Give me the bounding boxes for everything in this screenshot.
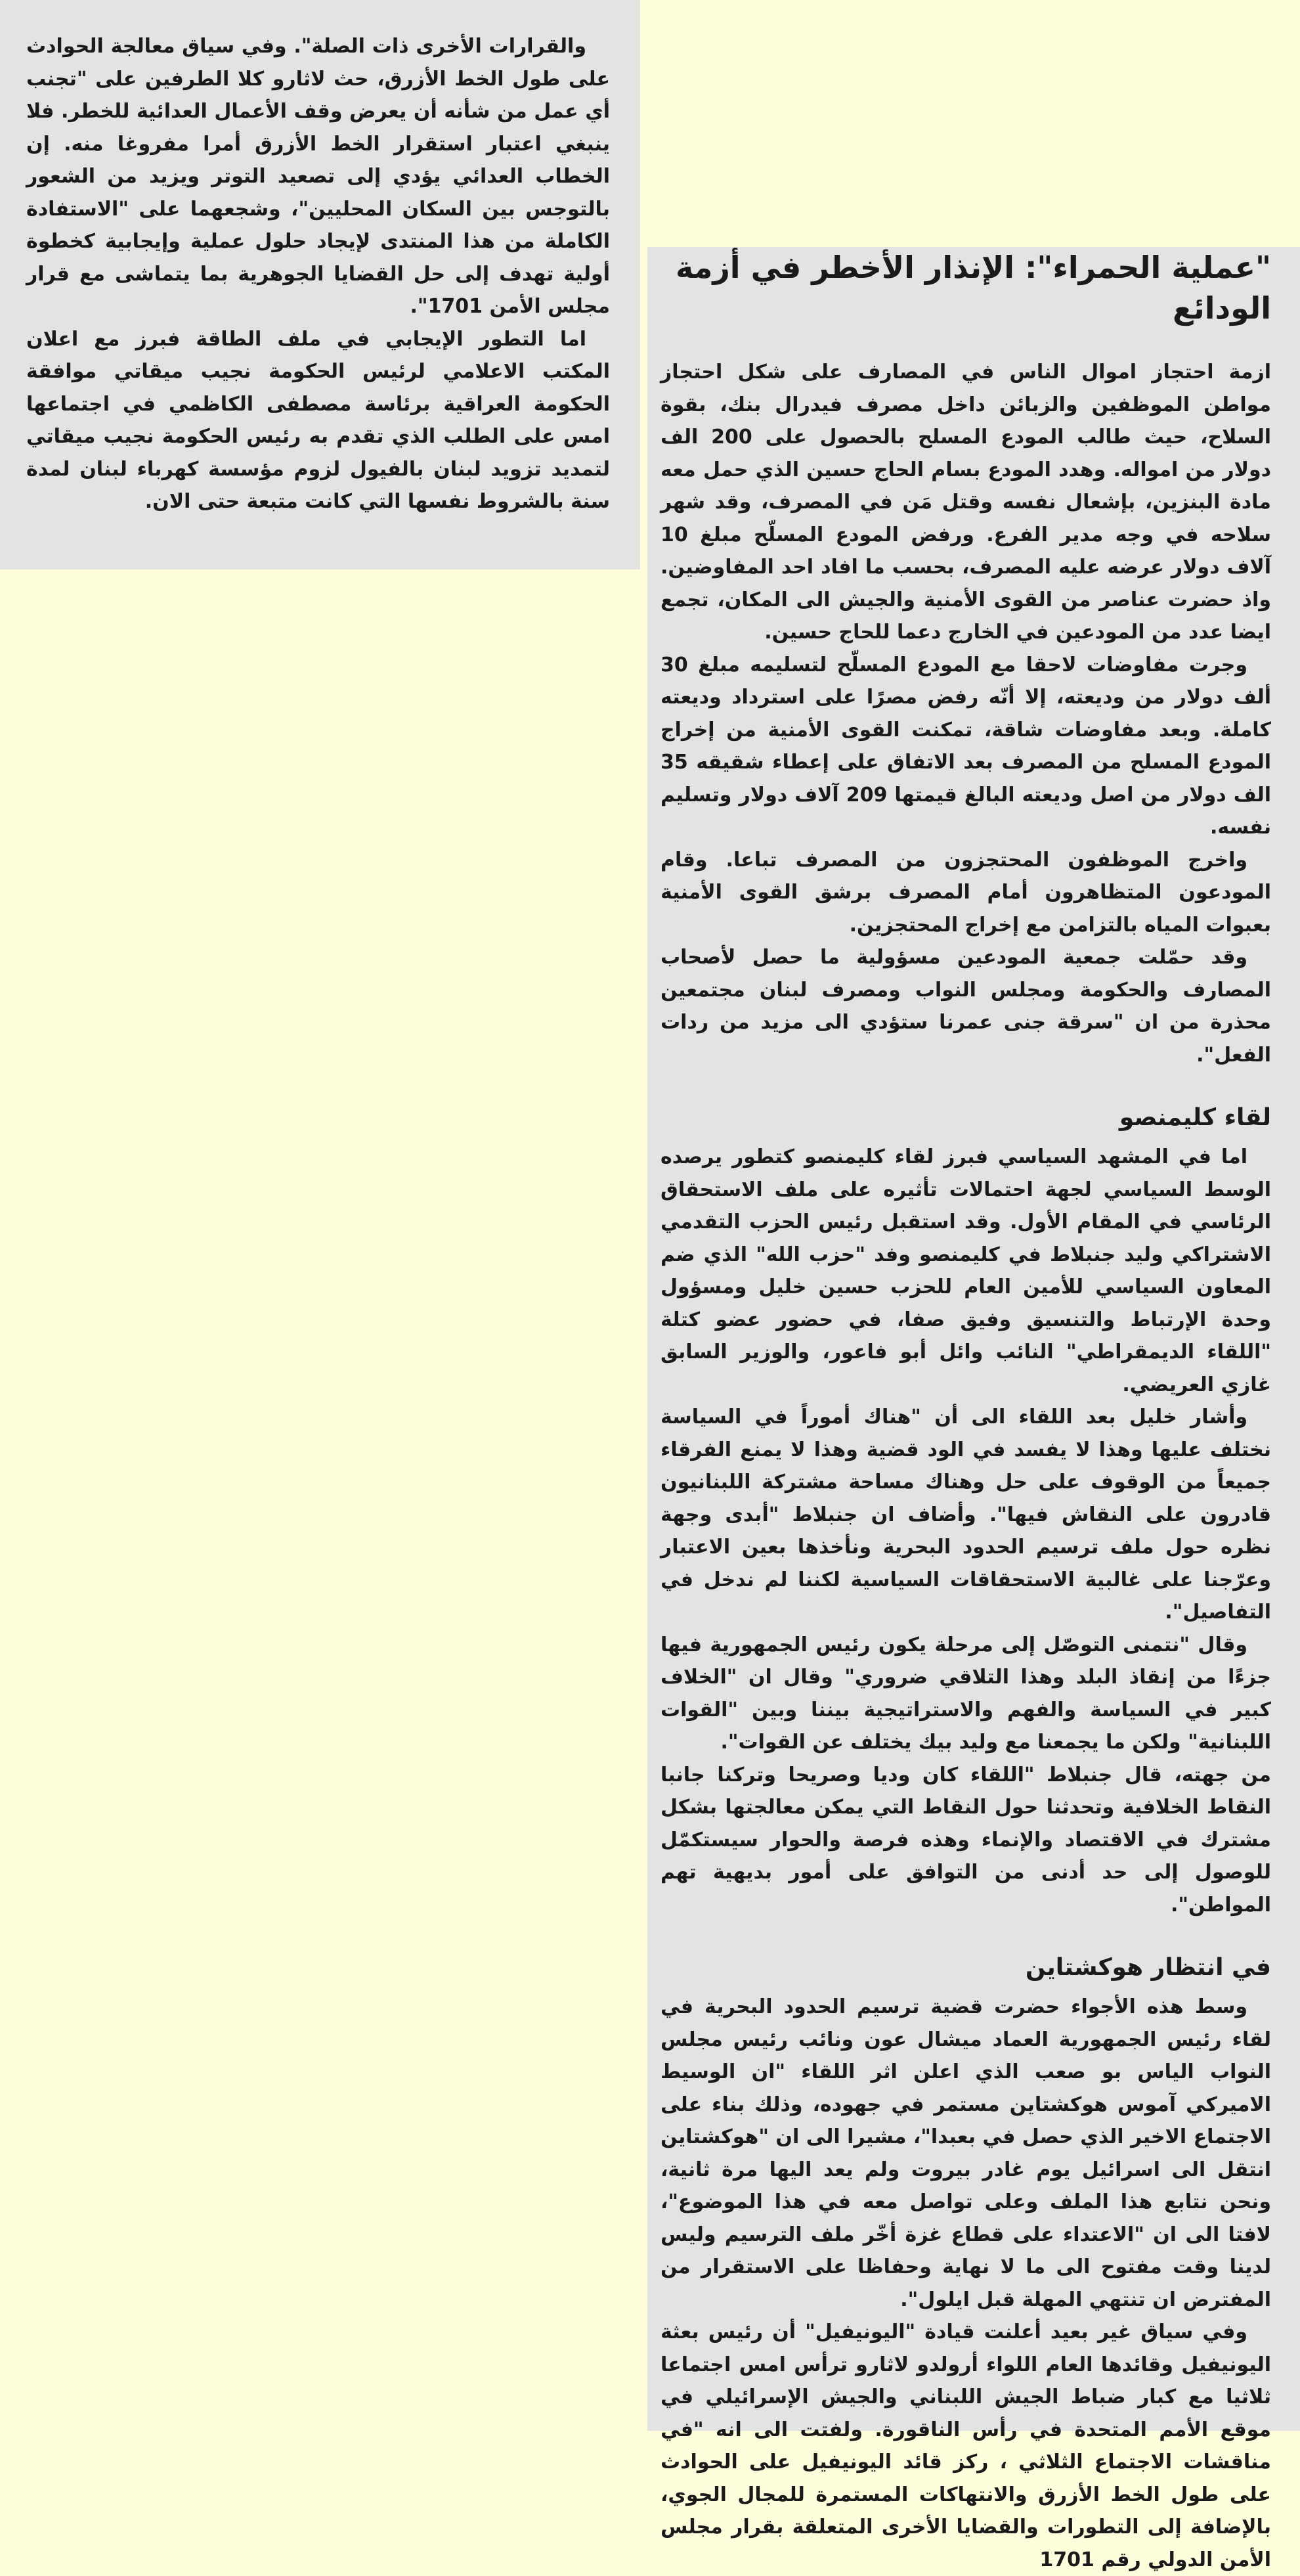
section-paragraph: من جهته، قال جنبلاط "اللقاء كان وديا وصريحا وتركنا جانبا النقاط الخلافية وتحدثنا حول النقاط التي يمكن معالجتها بشكل مشترك في الاقتصاد والإنماء وهذه فرصة والحوار سيستكمّل للوصول إلى حد أدنى من التوافق على أمور بديهية تهم المواطن".	[661, 1763, 1271, 1917]
main-article-column	[647, 247, 1300, 2571]
section-paragraph: وفي سياق غير بعيد أعلنت قيادة "اليونيفيل" أن رئيس بعثة اليونيفيل وقائدها العام اللواء أرولدو لاثارو ترأس امس اجتماعا ثلاثيا مع كبار ضباط الجيش اللبناني والجيش الإسرائيلي في موقع الأمم المتحدة في رأس الناقورة. ولفتت الى انه "في مناقشات الاجتماع الثلاثي ، ركز قائد اليونيفيل على الحوادث على طول الخط الأزرق والانتهاكات المستمرة للمجال الجوي، بالإضافة إلى التطورات والقضايا الأخرى المتعلقة بقرار مجلس الأمن الدولي رقم 1701	[661, 2321, 1271, 2571]
intro-paragraph: ازمة احتجاز اموال الناس في المصارف على شكل احتجاز مواطن الموظفين والزبائن داخل مصرف فيدرال بنك، بقوة السلاح، حيث طالب المودع المسلح بالحصول على 200 الف دولار من امواله. وهدد المودع بسام الحاج حسين الذي حمل معه مادة البنزين، بإشعال نفسه وقتل مَن في المصرف، وقد شهر سلاحه في وجه مدير الفرع. ورفض المودع المسلّح مبلغ 10 آلاف دولار عرضه عليه المصرف، بحسب ما افاد احد المفاوضين. واذ حضرت عناصر من القوى الأمنية والجيش الى المكان، تجمع ايضا عدد من المودعين في الخارج دعما للحاج حسين.	[661, 361, 1271, 644]
intro-paragraph: واخرج الموظفون المحتجزون من المصرف تباعا. وقام المودعون المتظاهرون أمام المصرف برشق القوى الأمنية بعبوات المياه بالتزامن مع إخراج المحتجزين.	[661, 848, 1271, 937]
section-paragraph: وسط هذه الأجواء حضرت قضية ترسيم الحدود البحرية في لقاء رئيس الجمهورية العماد ميشال عون ونائب رئيس مجلس النواب الياس بو صعب الذي اعلن اثر اللقاء "ان الوسيط الاميركي آموس هوكشتاين مستمر في جهوده، وذلك بناء على الاجتماع الاخير الذي حصل في بعبدا"، مشيرا الى ان "هوكشتاين انتقل الى اسرائيل يوم غادر بيروت ولم يعد اليها مرة ثانية، ونحن نتابع هذا الملف وعلى تواصل معه في هذا الموضوع"، لافتا الى ان "الاعتداء على قطاع غزة أخّر ملف الترسيم وليس لدينا وقت مفتوح الى ما لا نهاية وحفاظا على الاستقرار من المفترض ان تنتهي المهلة قبل ايلول".	[661, 1995, 1271, 2311]
continuation-column	[0, 0, 640, 569]
section-paragraph: وقال "نتمنى التوصّل إلى مرحلة يكون رئيس الجمهورية فيها جزءًا من إنقاذ البلد وهذا التلاقي ضروري" وقال ان "الخلاف كبير في السياسة والفهم والاستراتيجية بيننا وبين "القوات اللبنانية" ولكن ما يجمعنا مع وليد بيك يختلف عن القوات".	[661, 1633, 1271, 1754]
section-heading-clemenceau: لقاء كليمنصو	[1119, 1104, 1271, 1131]
intro-paragraph: وقد حمّلت جمعية المودعين مسؤولية ما حصل لأصحاب المصارف والحكومة ومجلس النواب ومصرف لبنان مجتمعين محذرة من ان "سرقة جنى عمرنا ستؤدي الى مزيد من ردات الفعل".	[661, 946, 1271, 1067]
intro-paragraph: وجرت مفاوضات لاحقا مع المودع المسلّح لتسليمه مبلغ 30 ألف دولار من وديعته، إلا أنّه رفض مصرًا على استرداد وديعته كاملة. وبعد مفاوضات شاقة، تمكنت القوى الأمنية من إخراج المودع المسلح من المصرف بعد الاتفاق على إعطاء شقيقه 35 الف دولار من اصل وديعته البالغ قيمتها 209 آلاف دولار وتسليم نفسه.	[661, 653, 1271, 839]
section-heading-hochstein: في انتظار هوكشتاين	[1025, 1954, 1271, 1981]
section-paragraph: اما في المشهد السياسي فبرز لقاء كليمنصو كتطور يرصده الوسط السياسي لجهة احتمالات تأثيره على ملف الاستحقاق الرئاسي في المقام الأول. وقد استقبل رئيس الحزب التقدمي الاشتراكي وليد جنبلاط في كليمنصو وفد "حزب الله" الذي ضم المعاون السياسي للأمين العام للحزب حسين خليل ومسؤول وحدة الإرتباط والتنسيق وفيق صفا، في حضور عضو كتلة "اللقاء الديمقراطي" النائب وائل أبو فاعور، والوزير السابق غازي العريضي.	[661, 1145, 1271, 1396]
article-title: "عملية الحمراء": الإنذار الأخطر في أزمة الودائع	[675, 250, 1271, 326]
continuation-paragraph: اما التطور الإيجابي في ملف الطاقة فبرز مع اعلان المكتب الاعلامي لرئيس الحكومة نجيب ميقاتي موافقة الحكومة العراقية برئاسة مصطفى الكاظمي في اجتماعها امس على الطلب الذي تقدم به رئيس الحكومة نجيب ميقاتي لتمديد تزويد لبنان بالفيول لزوم مؤسسة كهرباء لبنان لمدة سنة بالشروط نفسها التي كانت متبعة حتى الان.	[26, 327, 610, 513]
section-paragraph: وأشار خليل بعد اللقاء الى أن "هناك أموراً في السياسة نختلف عليها وهذا لا يفسد في الود قضية وهذا لا يمنع الفرقاء جميعاً من الوقوف على حل وهناك مساحة مشتركة اللبنانيون قادرون على النقاش فيها". وأضاف ان جنبلاط "أبدى وجهة نظره حول ملف ترسيم الحدود البحرية ونأخذها بعين الاعتبار وعرّجنا على غالبية الاستحقاقات السياسية لكننا لم ندخل في التفاصيل".	[661, 1406, 1271, 1624]
continuation-paragraph: والقرارات الأخرى ذات الصلة". وفي سياق معالجة الحوادث على طول الخط الأزرق، حث لاثارو كلا الطرفين على "تجنب أي عمل من شأنه أن يعرض وقف الأعمال العدائية للخطر. فلا ينبغي اعتبار استقرار الخط الأزرق أمرا مفروغا منه. إن الخطاب العدائي يؤدي إلى تصعيد التوتر ويزيد من الشعور بالتوجس بين السكان المحليين"، وشجعهما على "الاستفادة الكاملة من هذا المنتدى لإيجاد حلول عملية وإيجابية كخطوة أولية تهدف إلى حل القضايا الجوهرية بما يتماشى مع قرار مجلس الأمن 1701".	[26, 35, 610, 318]
